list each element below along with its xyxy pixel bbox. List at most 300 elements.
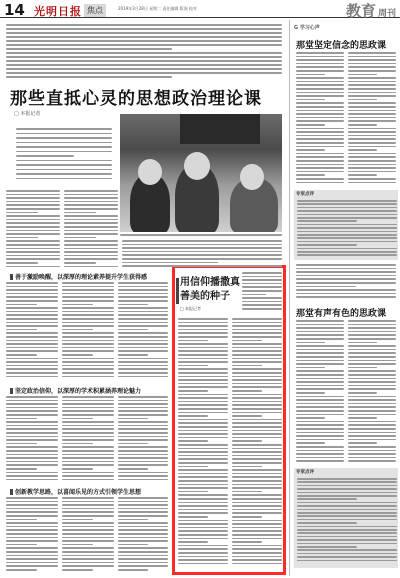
text-line — [348, 378, 396, 380]
text-line — [6, 52, 282, 54]
text-line — [62, 540, 114, 542]
text-line — [6, 443, 37, 445]
text-line — [64, 233, 118, 235]
text-line — [62, 565, 114, 567]
text-line — [178, 386, 228, 388]
text-line — [6, 347, 58, 349]
text-line — [296, 182, 344, 184]
text-line — [6, 475, 58, 477]
text-line — [348, 102, 396, 104]
text-line — [296, 63, 344, 65]
masthead — [0, 0, 400, 18]
text-line — [118, 479, 168, 481]
text-line — [296, 360, 344, 362]
text-line — [6, 376, 58, 378]
text-line — [348, 446, 396, 448]
text-line — [297, 549, 397, 551]
text-line — [296, 367, 325, 369]
text-line — [62, 446, 114, 448]
text-line — [348, 392, 377, 394]
text-line — [296, 374, 344, 376]
text-line — [296, 289, 396, 291]
text-line — [348, 428, 396, 430]
text-line — [118, 472, 168, 474]
text-line — [118, 544, 148, 546]
text-line — [348, 450, 396, 452]
text-line — [242, 272, 282, 274]
text-line — [62, 526, 114, 528]
text-line — [232, 494, 282, 496]
text-line — [348, 142, 396, 144]
text-line — [348, 381, 396, 383]
text-line — [296, 356, 344, 358]
expert-label: 专家点评 — [296, 470, 314, 475]
featured-article-byline: □ 本报记者 — [180, 306, 202, 311]
student-face — [138, 159, 162, 185]
text-line — [6, 233, 60, 235]
text-line — [348, 421, 396, 423]
text-line — [178, 480, 228, 482]
text-line — [118, 407, 168, 409]
text-line — [296, 410, 344, 412]
text-line — [296, 81, 344, 83]
text-line — [296, 392, 325, 394]
text-line — [6, 454, 58, 456]
text-line — [6, 350, 58, 352]
text-line — [178, 469, 228, 471]
text-line — [62, 544, 93, 546]
text-line — [6, 501, 58, 503]
text-line — [297, 254, 397, 256]
text-line — [6, 368, 58, 370]
text-line — [62, 403, 114, 405]
text-line — [6, 372, 58, 374]
text-line — [296, 160, 344, 162]
text-line — [242, 279, 282, 281]
text-line — [118, 555, 168, 557]
text-line — [348, 99, 377, 101]
text-line — [118, 504, 168, 506]
text-line — [118, 396, 168, 398]
text-line — [64, 222, 118, 224]
text-line — [122, 258, 282, 260]
text-line — [296, 88, 344, 90]
text-line — [232, 372, 282, 374]
text-line — [232, 322, 282, 324]
text-line — [296, 338, 344, 340]
text-line — [118, 511, 168, 513]
text-line — [6, 464, 58, 466]
text-line — [297, 522, 357, 524]
text-line — [232, 408, 282, 410]
text-line — [232, 502, 282, 504]
text-line — [62, 504, 114, 506]
text-line — [62, 296, 114, 298]
text-line — [6, 421, 58, 423]
text-line — [16, 133, 112, 135]
text-line — [178, 552, 228, 554]
text-line — [118, 551, 168, 553]
text-line — [232, 534, 282, 536]
text-line — [118, 296, 168, 298]
text-line — [232, 397, 282, 399]
text-line — [62, 354, 93, 356]
text-line — [6, 314, 58, 316]
text-line — [118, 569, 148, 571]
text-line — [296, 120, 344, 122]
text-line — [118, 368, 168, 370]
text-line — [62, 443, 93, 445]
text-line — [6, 511, 58, 513]
text-line — [232, 541, 262, 543]
section-heading-1: 善于激励唤醒，以深厚的理论素养提升学生获得感 — [10, 272, 147, 281]
text-line — [348, 138, 396, 140]
text-line — [232, 487, 282, 489]
text-line — [16, 178, 112, 180]
text-line — [297, 512, 397, 514]
featured-title-marker — [176, 278, 179, 304]
text-line — [6, 293, 58, 295]
text-line — [118, 529, 168, 531]
text-line — [297, 220, 357, 222]
text-line — [64, 251, 118, 253]
text-line — [232, 451, 282, 453]
text-line — [348, 164, 396, 166]
text-line — [62, 361, 114, 363]
text-line — [232, 462, 282, 464]
text-line — [178, 444, 228, 446]
text-line — [6, 68, 282, 70]
text-line — [296, 435, 344, 437]
text-line — [178, 397, 228, 399]
text-line — [6, 472, 58, 474]
text-line — [297, 546, 357, 548]
text-line — [178, 505, 228, 507]
text-line — [118, 311, 168, 313]
text-line — [118, 304, 148, 306]
text-line — [348, 352, 396, 354]
text-line — [6, 212, 38, 214]
text-line — [6, 432, 58, 434]
text-line — [296, 396, 344, 398]
text-line — [296, 450, 344, 452]
text-line — [296, 363, 344, 365]
text-line — [348, 417, 377, 419]
text-line — [296, 424, 344, 426]
text-line — [6, 428, 58, 430]
text-line — [232, 548, 282, 550]
text-line — [62, 418, 93, 420]
text-line — [178, 520, 228, 522]
text-line — [178, 559, 228, 561]
text-line — [348, 439, 396, 441]
text-line — [62, 311, 114, 313]
text-line — [6, 237, 38, 239]
text-line — [178, 332, 228, 334]
column-divider — [289, 20, 290, 576]
text-line — [118, 439, 168, 441]
text-line — [6, 439, 58, 441]
text-line — [118, 340, 168, 342]
section-tag: 焦点 — [84, 4, 106, 17]
text-line — [118, 522, 168, 524]
text-line — [6, 414, 58, 416]
text-line — [348, 331, 396, 333]
text-line — [6, 358, 58, 360]
text-line — [118, 410, 168, 412]
section-heading-3: 创新教学思路，以喜闻乐见的方式引领学生思想 — [10, 487, 141, 496]
text-line — [297, 481, 397, 483]
text-line — [62, 436, 114, 438]
text-line — [348, 342, 377, 344]
text-line — [232, 358, 282, 360]
text-line — [296, 286, 356, 288]
text-line — [62, 343, 114, 345]
text-line — [296, 113, 344, 115]
text-line — [62, 533, 114, 535]
text-line — [6, 569, 37, 571]
text-line — [118, 515, 168, 517]
text-line — [62, 457, 114, 459]
text-line — [120, 234, 282, 236]
text-line — [232, 458, 282, 460]
text-line — [118, 282, 168, 284]
text-line — [62, 414, 114, 416]
text-line — [296, 77, 344, 79]
text-line — [64, 266, 118, 268]
text-line — [178, 548, 228, 550]
text-line — [296, 385, 344, 387]
text-line — [296, 453, 344, 455]
text-line — [64, 237, 96, 239]
text-line — [64, 194, 118, 196]
text-line — [62, 464, 114, 466]
text-line — [348, 110, 396, 112]
text-line — [348, 360, 396, 362]
text-line — [348, 174, 377, 176]
text-line — [296, 56, 344, 58]
text-line — [232, 394, 282, 396]
text-line — [348, 457, 396, 459]
text-line — [296, 156, 344, 158]
text-line — [118, 562, 168, 564]
text-line — [178, 412, 228, 414]
text-line — [232, 444, 282, 446]
text-line — [6, 266, 60, 268]
text-line — [296, 95, 344, 97]
text-line — [118, 347, 168, 349]
paper-name: 光明日报 — [34, 5, 82, 18]
text-line — [296, 370, 344, 372]
text-line — [6, 446, 58, 448]
text-line — [178, 394, 228, 396]
text-line — [296, 345, 344, 347]
text-line — [297, 234, 397, 236]
text-line — [296, 117, 344, 119]
text-line — [118, 293, 168, 295]
text-line — [296, 414, 344, 416]
text-line — [297, 492, 397, 494]
text-line — [296, 106, 344, 108]
text-line — [296, 264, 396, 266]
text-line — [6, 537, 58, 539]
text-line — [297, 526, 397, 528]
text-line — [6, 461, 58, 463]
text-line — [118, 376, 168, 378]
text-line — [6, 407, 58, 409]
text-line — [118, 414, 168, 416]
text-line — [62, 501, 114, 503]
text-line — [178, 430, 228, 432]
text-line — [348, 124, 377, 126]
text-line — [62, 472, 114, 474]
text-line — [62, 558, 114, 560]
text-line — [118, 428, 168, 430]
text-line — [178, 426, 228, 428]
text-line — [296, 320, 344, 322]
text-line — [6, 540, 58, 542]
text-line — [348, 414, 396, 416]
text-line — [6, 322, 58, 324]
text-line — [348, 442, 377, 444]
text-line — [232, 469, 282, 471]
text-line — [6, 244, 60, 246]
text-line — [178, 379, 228, 381]
text-line — [348, 95, 396, 97]
text-line — [6, 340, 58, 342]
text-line — [296, 99, 325, 101]
text-line — [232, 376, 282, 378]
text-line — [348, 156, 396, 158]
text-line — [232, 426, 282, 428]
text-line — [62, 569, 93, 571]
text-line — [297, 210, 397, 212]
text-line — [64, 255, 118, 257]
text-line — [118, 565, 168, 567]
text-line — [296, 278, 396, 280]
text-line — [296, 146, 344, 148]
text-line — [232, 354, 282, 356]
text-line — [118, 454, 168, 456]
right-story2-headline: 那堂有声有色的思政课 — [296, 309, 387, 319]
text-line — [178, 523, 228, 525]
text-line — [6, 508, 58, 510]
text-line — [62, 289, 114, 291]
text-line — [348, 410, 396, 412]
text-line — [232, 440, 262, 442]
text-line — [348, 396, 396, 398]
text-line — [242, 286, 282, 288]
text-line — [6, 436, 58, 438]
text-line — [62, 332, 114, 334]
text-line — [242, 290, 282, 292]
text-line — [348, 63, 396, 65]
text-line — [118, 336, 168, 338]
text-line — [297, 498, 357, 500]
text-line — [62, 537, 114, 539]
text-line — [16, 151, 112, 153]
text-line — [297, 529, 397, 531]
text-line — [296, 178, 344, 180]
text-line — [232, 318, 282, 320]
text-line — [232, 361, 282, 363]
text-line — [232, 530, 282, 532]
text-line — [348, 70, 396, 72]
text-line — [178, 358, 228, 360]
text-line — [232, 559, 282, 561]
text-line — [232, 415, 262, 417]
text-line — [178, 318, 228, 320]
section-heading-2: 坚定政治信仰，以深厚的学术积累涵养理论魅力 — [10, 386, 141, 395]
text-line — [232, 390, 262, 392]
text-line — [6, 562, 58, 564]
text-line — [118, 436, 168, 438]
text-line — [232, 512, 282, 514]
text-line — [348, 117, 396, 119]
text-line — [62, 300, 114, 302]
text-line — [178, 534, 228, 536]
text-line — [118, 300, 168, 302]
text-line — [296, 131, 344, 133]
text-line — [6, 286, 58, 288]
text-line — [118, 314, 168, 316]
text-line — [62, 519, 93, 521]
text-line — [297, 556, 397, 558]
main-byline: □ 本报记者 — [14, 111, 41, 117]
text-line — [6, 365, 58, 367]
text-line — [62, 358, 114, 360]
text-line — [296, 342, 325, 344]
text-line — [348, 338, 396, 340]
text-line — [118, 457, 168, 459]
text-line — [232, 340, 262, 342]
text-line — [348, 92, 396, 94]
text-line — [62, 325, 114, 327]
text-line — [62, 547, 114, 549]
text-line — [296, 174, 325, 176]
text-line — [62, 407, 114, 409]
text-line — [297, 539, 397, 541]
text-line — [178, 484, 228, 486]
text-line — [118, 318, 168, 320]
text-line — [296, 124, 325, 126]
text-line — [178, 448, 228, 450]
text-line — [232, 498, 282, 500]
featured-article-title: 用信仰播撒真善美的种子 — [180, 277, 240, 302]
text-line — [118, 537, 168, 539]
text-line — [297, 244, 357, 246]
text-line — [297, 231, 397, 233]
text-line — [62, 336, 114, 338]
text-line — [118, 475, 168, 477]
text-line — [62, 497, 114, 499]
text-line — [62, 439, 114, 441]
text-line — [64, 197, 118, 199]
text-line — [348, 182, 396, 184]
text-line — [296, 74, 325, 76]
text-line — [348, 77, 396, 79]
text-line — [64, 201, 118, 203]
text-line — [62, 365, 114, 367]
text-line — [348, 399, 396, 401]
text-line — [62, 511, 114, 513]
text-line — [348, 146, 396, 148]
text-line — [118, 450, 168, 452]
text-line — [297, 251, 397, 253]
text-line — [296, 128, 344, 130]
text-line — [6, 226, 60, 228]
text-line — [6, 504, 58, 506]
